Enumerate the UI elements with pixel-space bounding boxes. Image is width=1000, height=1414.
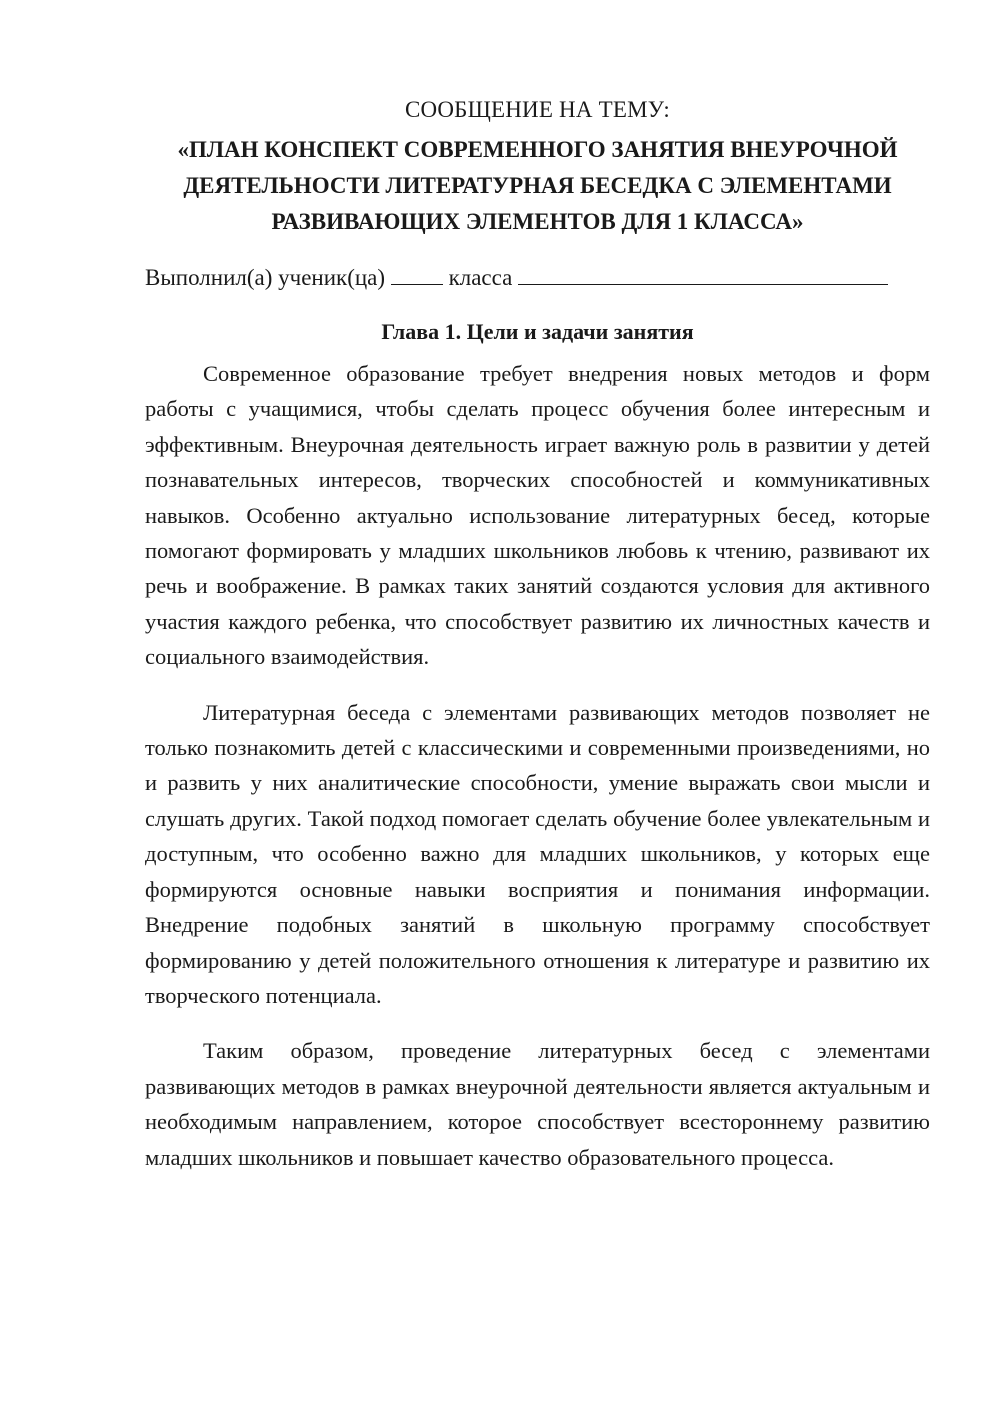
title-line: ДЕЯТЕЛЬНОСТИ ЛИТЕРАТУРНАЯ БЕСЕДКА С ЭЛЕМЕНТАМИ — [183, 173, 892, 198]
performer-label: Выполнил(а) ученик(ца) — [145, 265, 386, 290]
class-label: класса — [448, 265, 513, 290]
title-line: «ПЛАН КОНСПЕКТ СОВРЕМЕННОГО ЗАНЯТИЯ ВНЕУРОЧНОЙ — [177, 137, 898, 162]
performer-line — [145, 262, 930, 294]
body-paragraph: Современное образование требует внедрения новых методов и форм работы с учащимися, чтобы сделать процесс обучения более интересным и эффективным. Внеурочная деятельность играет важную роль в развитии у детей познавательных интересов, творческих способностей и коммуникативных навыков. Особенно актуально использование литературных бесед, которые помогают формировать у младших школьников любовь к чтению, развивают их речь и воображение. В рамках таких занятий создаются условия для активного участия каждого ребенка, что способствует развитию их личностных качеств и социального взаимодействия. — [145, 361, 930, 670]
body-paragraph: Таким образом, проведение литературных бесед с элементами развивающих методов в рамках внеурочной деятельности является актуальным и необходимым направлением, которое способствует всестороннему развитию младших школьников и повышает качество образовательного процесса. — [145, 1038, 930, 1170]
chapter-title: Глава 1. Цели и задачи занятия — [381, 319, 694, 344]
document-header: СООБЩЕНИЕ НА ТЕМУ: — [405, 97, 670, 122]
body-paragraph: Литературная беседа с элементами развивающих методов позволяет не только познакомить детей с классическими и современными произведениями, но и развить у них аналитические способности, умение выражать свои мысли и слушать других. Такой подход помогает сделать обучение более увлекательным и доступным, что особенно важно для младших школьников, у которых еще формируются основные навыки восприятия и понимания информации. Внедрение подобных занятий в школьную программу способствует формированию у детей положительного отношения к литературе и развитию их творческого потенциала. — [145, 699, 930, 1008]
document-title — [145, 132, 930, 240]
student-name-blank — [518, 262, 888, 285]
class-number-blank — [391, 262, 443, 285]
title-line: РАЗВИВАЮЩИХ ЭЛЕМЕНТОВ ДЛЯ 1 КЛАССА» — [271, 209, 804, 234]
